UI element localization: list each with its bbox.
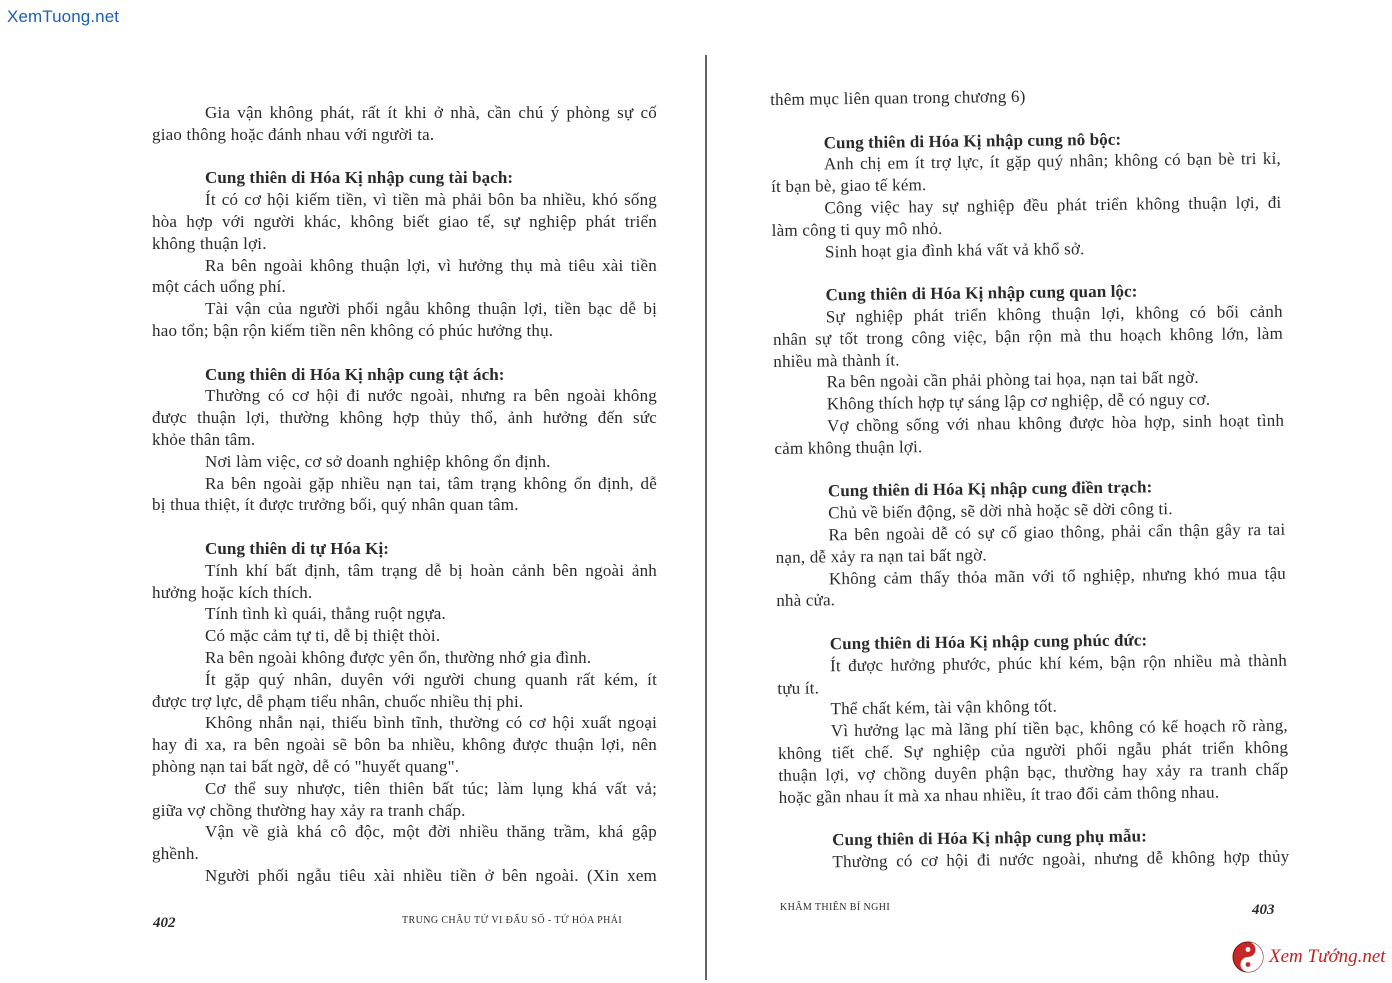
paragraph	[152, 669, 657, 713]
right-page-number: 403	[1252, 902, 1275, 918]
site-watermark: XemTuong.net	[7, 7, 120, 26]
paragraph	[771, 192, 1281, 242]
text-line: Gia vận không phát, rất ít khi ở nhà, cần chú ý phòng sự cố	[205, 103, 657, 122]
text-line: Công việc hay sự nghiệp đều phát triển không thuận lợi, đi	[824, 192, 1282, 218]
text-line: Sinh hoạt gia đình khá vất vả khổ sở.	[824, 238, 1085, 261]
paragraph	[152, 451, 657, 473]
text-line: Ra bên ngoài không thuận lợi, vì hưởng thụ mà tiêu xài tiền	[205, 255, 657, 275]
text-line: hưởng hoặc kích thích.	[152, 582, 313, 602]
text-line: ít bạn bè, giao tế kém.	[771, 175, 927, 197]
text-line: Tính tình kì quái, thẳng ruột ngựa.	[205, 604, 446, 624]
text-line: giữa vợ chồng thường hay xảy ra tranh chấp.	[152, 800, 466, 820]
text-line: hay đi xa, ra bên ngoài sẽ bôn ba nhiều, không được thuận lợi, nên	[152, 735, 657, 755]
paragraph	[776, 562, 1286, 612]
text-line: bị thua thiệt, ít được trưởng bối, quý nhân quan tâm.	[152, 495, 519, 515]
text-line: ghềnh.	[152, 844, 199, 864]
text-line: Thường có cơ hội đi nước ngoài, nhưng ra bên ngoài không	[205, 386, 657, 406]
paragraph	[152, 712, 657, 777]
text-line: Vì hưởng lạc mà lãng phí tiền bạc, không có kế hoạch rõ ràng,	[830, 715, 1288, 741]
text-line: Vợ chồng sống với nhau không được hòa hợp, sinh hoạt tình	[827, 410, 1285, 436]
text-line: thêm mục liên quan trong chương 6)	[770, 86, 1026, 109]
paragraph	[152, 298, 657, 342]
text-line: Chủ về biến động, sẽ dời nhà hoặc sẽ dời công ti.	[828, 499, 1173, 523]
text-line: Có mặc cảm tự ti, dễ bị thiệt thòi.	[205, 626, 441, 646]
text-line: Ít có cơ hội kiếm tiền, vì tiền mà phải bôn ba nhiều, khó sống	[205, 190, 657, 210]
text-line: một cách uổng phí.	[152, 277, 286, 297]
text-line: cảm không thuận lợi.	[774, 436, 923, 458]
section-heading: Cung thiên di Hóa Kị nhập cung tật ách:	[205, 364, 505, 384]
section-heading: Cung thiên di Hóa Kị nhập cung phụ mẫu:	[832, 826, 1148, 850]
paragraph	[778, 715, 1289, 808]
text-line: Ít được hưởng phước, phúc khí kém, bận rộn nhiều mà thành	[829, 650, 1288, 676]
section-heading: Cung thiên di Hóa Kị nhập cung tài bạch:	[205, 168, 514, 188]
text-line: Tính khí bất định, tâm trạng dễ bị hoàn cảnh bên ngoài ảnh	[205, 560, 657, 580]
text-line: nạn, dễ xảy ra nạn tai bất ngờ.	[775, 545, 987, 567]
right-running-footer: KHÂM THIÊN BÍ NGHI	[780, 902, 891, 913]
text-line: tựu ít.	[777, 677, 820, 698]
paragraph	[152, 625, 657, 647]
text-line: Thường có cơ hội đi nước ngoài, nhưng dễ không hợp thủy	[832, 846, 1290, 872]
text-line: không thuận lợi.	[152, 233, 267, 253]
text-line: Sự nghiệp phát triển không thuận lợi, không có bối cảnh	[825, 301, 1283, 327]
text-line: Ra bên ngoài cần phải phòng tai họa, nạn tai bất ngờ.	[826, 368, 1199, 392]
text-line: không tiết chế. Sự nghiệp của người phối ngẫu phát triển không	[778, 737, 1289, 763]
text-line: Không cảm thấy thỏa mãn với tổ nghiệp, nhưng khó mua tậu	[828, 563, 1287, 588]
book-fold-line	[705, 55, 707, 980]
section-heading: Cung thiên di Hóa Kị nhập cung phúc đức:	[829, 630, 1148, 654]
text-line: thuận lợi, vợ chồng duyên phận bạc, thường hay xảy ra tranh chấp	[778, 759, 1289, 785]
text-line: Không thích hợp tự sáng lập cơ nghiệp, dễ có nguy cơ.	[826, 389, 1211, 414]
text-line: nhân sự tốt trong công việc, bận rộn mà thu hoạch không lớn, làm	[772, 323, 1284, 349]
paragraph	[775, 519, 1285, 569]
paragraph	[773, 301, 1284, 373]
text-line: Ra bên ngoài gặp nhiều nạn tai, tâm trạng không ổn định, dễ	[205, 473, 657, 493]
paragraph	[770, 83, 1280, 111]
text-line: Nơi làm việc, cơ sở doanh nghiệp không ổn định.	[205, 451, 551, 471]
text-line: Vận về già khá cô độc, một đời nhiều thăng trầm, khá gập	[205, 822, 657, 842]
right-page-body	[770, 83, 1290, 874]
left-running-footer: TRUNG CHÂU TỨ VI ĐẨU SỐ - TỨ HÓA PHÁI	[402, 915, 623, 926]
text-line: Anh chị em ít trợ lực, ít gặp quý nhân; không có bạn bè tri kỉ,	[823, 149, 1282, 174]
section-heading: Cung thiên di Hóa Kị nhập cung quan lộc:	[825, 281, 1138, 305]
text-line: hoặc gần nhau ít mà xa nhau nhiều, ít trao đổi cảm thông nhau.	[778, 782, 1220, 807]
text-line: làm công ti quy mô nhỏ.	[771, 218, 943, 240]
text-line: nhà cửa.	[776, 590, 836, 611]
paragraph	[777, 649, 1287, 699]
text-line: Ra bên ngoài dễ có sự cố giao thông, phải cẩn thận gây ra tai	[828, 519, 1286, 545]
text-line: được thuận lợi, thường không hợp thủy thổ, ảnh hưởng đến sức	[152, 408, 657, 428]
text-line: Người phối ngẫu tiêu xài nhiều tiền ở bên ngoài. (Xin xem	[205, 865, 657, 885]
paragraph	[152, 255, 657, 299]
paragraph	[152, 865, 657, 887]
left-page-number: 402	[153, 915, 176, 931]
text-line: được trợ lực, dễ phạm tiểu nhân, chuốc nhiều thị phi.	[152, 691, 524, 711]
text-line: Cơ thể suy nhược, tiên thiên bất túc; làm lụng khá vất vả;	[205, 778, 657, 798]
paragraph	[152, 189, 657, 254]
paragraph	[152, 647, 657, 669]
text-line: hao tổn; bận rộn kiếm tiền nên không có phúc hưởng thụ.	[152, 320, 554, 340]
paragraph	[771, 148, 1281, 198]
text-line: giao thông hoặc đánh nhau với người ta.	[152, 124, 435, 144]
logo-text: Xem Tướng.net	[1269, 946, 1386, 967]
section-heading: Cung thiên di tự Hóa Kị:	[205, 538, 390, 558]
paragraph	[152, 603, 657, 625]
paragraph	[152, 473, 657, 517]
paragraph	[774, 410, 1284, 460]
text-line: Ra bên ngoài không được yên ổn, thường nhớ gia đình.	[205, 647, 592, 667]
text-line: phòng nạn tai bất ngờ, dễ có "huyết quang".	[152, 756, 460, 776]
paragraph	[152, 821, 657, 865]
paragraph	[152, 560, 657, 604]
text-line: Thể chất kém, tài vận không tốt.	[830, 696, 1058, 719]
paragraph	[152, 385, 657, 450]
text-line: hòa hợp với người khác, không biết giao tế, sự nghiệp phát triển	[152, 211, 657, 231]
left-page-body	[152, 102, 657, 887]
text-line: khỏe thân tâm.	[152, 429, 256, 449]
text-line: Không nhẫn nại, thiếu bình tĩnh, thường có cơ hội xuất ngoại	[205, 713, 657, 733]
paragraph	[152, 102, 657, 146]
section-heading: Cung thiên di Hóa Kị nhập cung nô bộc:	[823, 129, 1122, 152]
site-logo	[1232, 940, 1386, 974]
text-line: Ít gặp quý nhân, duyên với người chung quanh rất kém, ít	[205, 669, 657, 689]
text-line: Tài vận của người phối ngẫu không thuận lợi, tiền bạc dễ bị	[205, 299, 657, 319]
section-heading: Cung thiên di Hóa Kị nhập cung điền trạch:	[827, 477, 1153, 501]
paragraph	[152, 778, 657, 822]
text-line: nhiều mà thành ít.	[773, 349, 900, 371]
yin-yang-icon	[1232, 941, 1264, 973]
